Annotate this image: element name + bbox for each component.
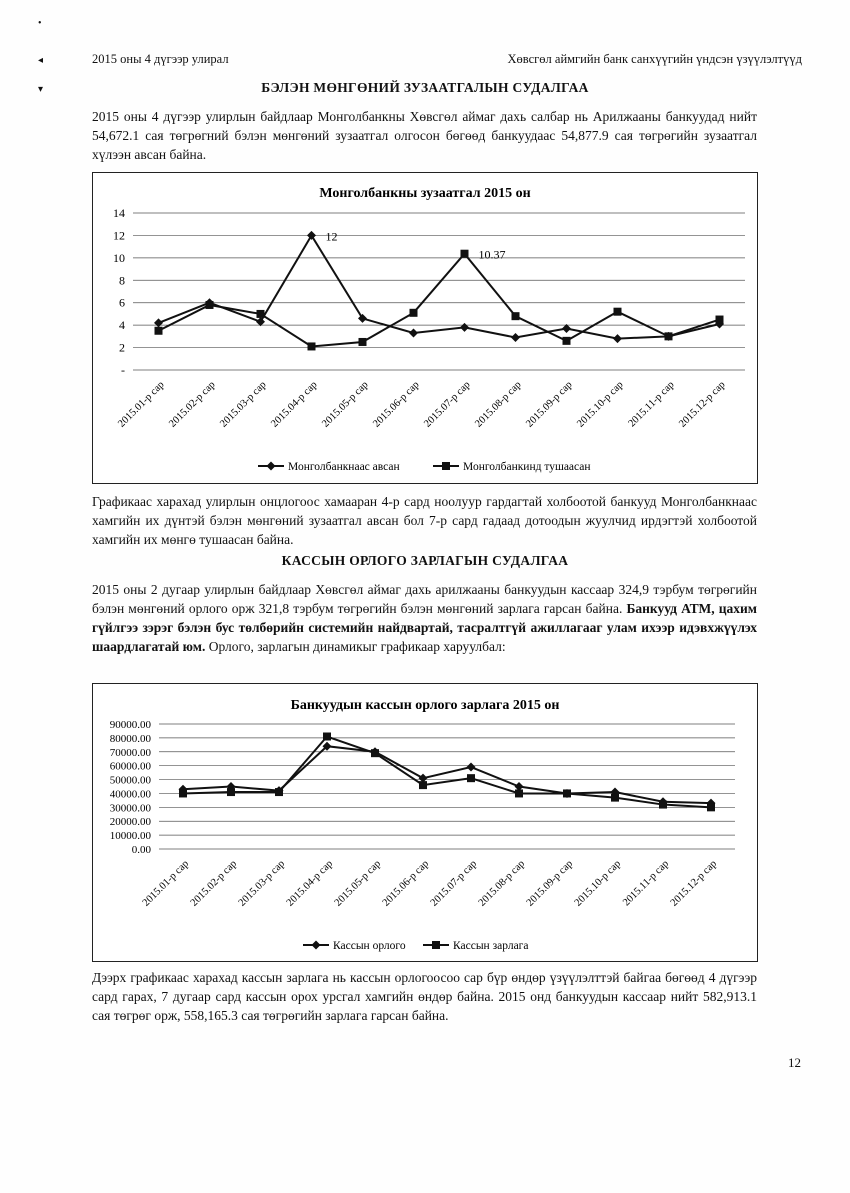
chart2-point-square [467, 774, 475, 782]
chart2-ytick-label: 70000.00 [109, 746, 151, 759]
chart1-point-square [206, 301, 214, 309]
chart1-xtick-label: 2015.06-р сар [371, 379, 422, 430]
chart1-xtick-label: 2015.08-р сар [473, 379, 524, 430]
chart2-point-square [611, 794, 619, 802]
chart1-point-square [614, 308, 622, 316]
chart2-ytick-label: 90000.00 [109, 719, 151, 731]
chart2-point-square [371, 749, 379, 757]
chart2-xtick-label: 2015.02-р сар [188, 858, 240, 909]
chart1-point-square [716, 316, 724, 324]
chart2-point-square [515, 789, 523, 797]
chart2-point-square [275, 788, 283, 796]
chart1-series-line-0 [159, 235, 720, 338]
chart1-legend-label: Монголбанкинд тушаасан [463, 461, 591, 473]
chart2-xtick-label: 2015.03-р сар [236, 858, 288, 909]
chart1-xtick-label: 2015.10-р сар [575, 379, 626, 430]
chart1-data-label: 10.37 [478, 247, 506, 262]
chart2-point-diamond [467, 763, 476, 772]
header-left: 2015 оны 4 дүгээр улирал [92, 52, 229, 66]
chart2-ytick-label: 0.00 [131, 844, 151, 856]
chart2-point-square [179, 789, 187, 797]
chart2-series-line-0 [183, 746, 711, 803]
chart2-xtick-label: 2015.04-р сар [284, 858, 336, 909]
chart1-point-diamond [358, 314, 367, 323]
chart2-ytick-label: 30000.00 [109, 802, 151, 815]
chart2-legend-marker-diamond [312, 941, 321, 950]
chart2-xtick-label: 2015.10-р сар [572, 858, 624, 909]
section1-after: Графикаас харахад улирлын онцлогоос хамааран 4-р сард ноолуур гардагтай холбоотой банкууд Монголбанкнаас хамгийн их дүнтэй бэлэн мөнгөний зузаатгал авсан бол 7-р сард гадаад дотоодын жуулчид ирдэгтэй холбоотой хамгийн их мөнгө тушаасан байна. [92, 494, 757, 547]
chart2-legend-label: Кассын зарлага [453, 940, 529, 952]
chart1-point-diamond [154, 318, 163, 327]
chart2-xtick-label: 2015.01-р сар [140, 858, 192, 909]
chart1-frame [92, 172, 758, 484]
chart2-xtick-label: 2015.11-р сар [621, 858, 672, 909]
chart1-point-diamond [613, 334, 622, 343]
chart1-point-square [563, 337, 571, 345]
chart1-xtick-label: 2015.07-р сар [422, 379, 473, 430]
chart1-xtick-label: 2015.05-р сар [320, 379, 371, 430]
chart1-xtick-label: 2015.01-р сар [116, 379, 167, 430]
chart2-xtick-label: 2015.12-р сар [668, 858, 720, 909]
chart1-xtick-label: 2015.04-р сар [269, 379, 320, 430]
chart2-point-square [563, 789, 571, 797]
chart2-point-square [707, 803, 715, 811]
chart1-ytick-label: 14 [113, 206, 125, 220]
chart2-xtick-label: 2015.08-р сар [476, 858, 528, 909]
chart2-svg [93, 684, 757, 961]
header-right: Хөвсгөл аймгийн банк санхүүгийн үндсэн үзүүлэлтүүд [507, 52, 802, 66]
chart1-point-diamond [307, 231, 316, 240]
chart2-title: Банкуудын кассын орлого зарлага 2015 он [290, 698, 560, 713]
chart1-legend-label: Монголбанкнаас авсан [288, 461, 400, 473]
chart1-point-square [155, 327, 163, 335]
margin-down-mark: ▾ [38, 84, 44, 95]
chart1-xtick-label: 2015.09-р сар [524, 379, 575, 430]
chart1-ytick-label: 6 [119, 295, 125, 310]
chart1-xtick-label: 2015.11-р сар [626, 379, 677, 430]
chart1-point-square [461, 250, 469, 258]
chart1-ytick-label: 8 [119, 273, 125, 288]
section1-title: БЭЛЭН МӨНГӨНИЙ ЗУЗААТГАЛЫН СУДАЛГАА [261, 80, 589, 95]
chart2-frame [92, 683, 758, 962]
chart1-title: Монголбанкны зузаатгал 2015 он [319, 186, 531, 201]
chart2-xtick-label: 2015.07-р сар [428, 858, 480, 909]
chart2-point-square [659, 801, 667, 809]
chart2-point-square [419, 781, 427, 789]
section2-intro-block [92, 580, 757, 656]
chart1-point-square [359, 338, 367, 346]
margin-dot-mark: • [38, 18, 42, 29]
chart1-point-square [257, 310, 265, 318]
chart1-series-line-1 [159, 254, 720, 347]
chart1-svg [93, 173, 757, 483]
chart1-ytick-label: 12 [113, 228, 125, 243]
chart1-xtick-label: 2015.02-р сар [167, 379, 218, 430]
chart2-legend-marker-square [432, 941, 440, 949]
chart2-xtick-label: 2015.09-р сар [524, 858, 576, 909]
chart1-ytick-label: 10 [113, 250, 125, 265]
chart1-xtick-label: 2015.03-р сар [218, 379, 269, 430]
section2-after: Дээрх графикаас харахад кассын зарлага нь кассын орлогоосоо сар бүр өндөр үзүүлэлттэй байгаа бөгөөд 4 дүгээр сард гарах, 7 дугаар сард кассын орох урсгал хамгийн өндөр байна. 2015 онд банкуудын кассаар нийт 582,913.1 сая төгрөг орж, 558,165.3 сая төгрөгийн зарлага гарсан байна. [92, 970, 757, 1023]
chart2-ytick-label: 60000.00 [109, 760, 151, 773]
chart1-point-square [308, 342, 316, 350]
chart2-ytick-label: 10000.00 [109, 830, 151, 843]
chart2-ytick-label: 40000.00 [109, 788, 151, 801]
chart1-point-square [512, 312, 520, 320]
section2-intro: 2015 оны 2 дугаар улирлын байдлаар Хөвсгөл аймаг дахь арилжааны банкуудын кассаар 324,9 тэрбум төгрөгийн бэлэн мөнгөний орлого орж 321,8 тэрбум төгрөгийн бэлэн мөнгөний зарлага гарсан байна. [92, 582, 757, 616]
page-number: 12 [788, 1055, 801, 1070]
chart2-point-square [227, 788, 235, 796]
chart1-point-square [665, 332, 673, 340]
chart2-point-square [323, 733, 331, 741]
chart2-xtick-label: 2015.06-р сар [380, 858, 432, 909]
margin-arrow-mark: ◂ [38, 55, 44, 66]
chart1-ytick-label: 4 [119, 318, 125, 333]
chart1-ytick-label: - [121, 363, 125, 377]
section1-intro: 2015 оны 4 дүгээр улирлын байдлаар Монголбанкны Хөвсгөл аймаг дахь салбар нь Арилжааны банкуудад нийт 54,672.1 сая төгрөгний бэлэн мөнгөний зузаатгал олгосон бөгөөд банкуудаас 54,877.9 сая төгрөгийн зузаатгал хүлээн авсан байна. [92, 109, 757, 162]
chart1-data-label: 12 [325, 229, 338, 244]
chart1-point-diamond [511, 333, 520, 342]
chart1-point-diamond [460, 323, 469, 332]
chart1-ytick-label: 2 [119, 340, 125, 355]
chart1-point-square [410, 309, 418, 317]
chart2-ytick-label: 20000.00 [109, 816, 151, 829]
chart1-point-diamond [409, 328, 418, 337]
chart2-legend-label: Кассын орлого [333, 940, 406, 952]
chart1-xtick-label: 2015.12-р сар [677, 379, 728, 430]
chart1-legend-marker-square [442, 462, 450, 470]
section2-title: КАССЫН ОРЛОГО ЗАРЛАГЫН СУДАЛГАА [281, 553, 569, 568]
section2-bold: Банкууд АТМ, цахим гүйлгээ зэрэг бэлэн бус төлбөрийн системийн найдвартай, тасралтгүй ажиллагааг улам ихээр идэвхжүүлэх шаардлагатай юм. [92, 601, 758, 654]
chart2-ytick-label: 50000.00 [109, 774, 151, 787]
section2-intro-end: Орлого, зарлагын динамикыг графикаар харуулбал: [205, 639, 506, 654]
chart1-legend-marker-diamond [267, 462, 276, 471]
chart2-ytick-label: 80000.00 [109, 732, 151, 745]
chart2-xtick-label: 2015.05-р сар [332, 858, 384, 909]
